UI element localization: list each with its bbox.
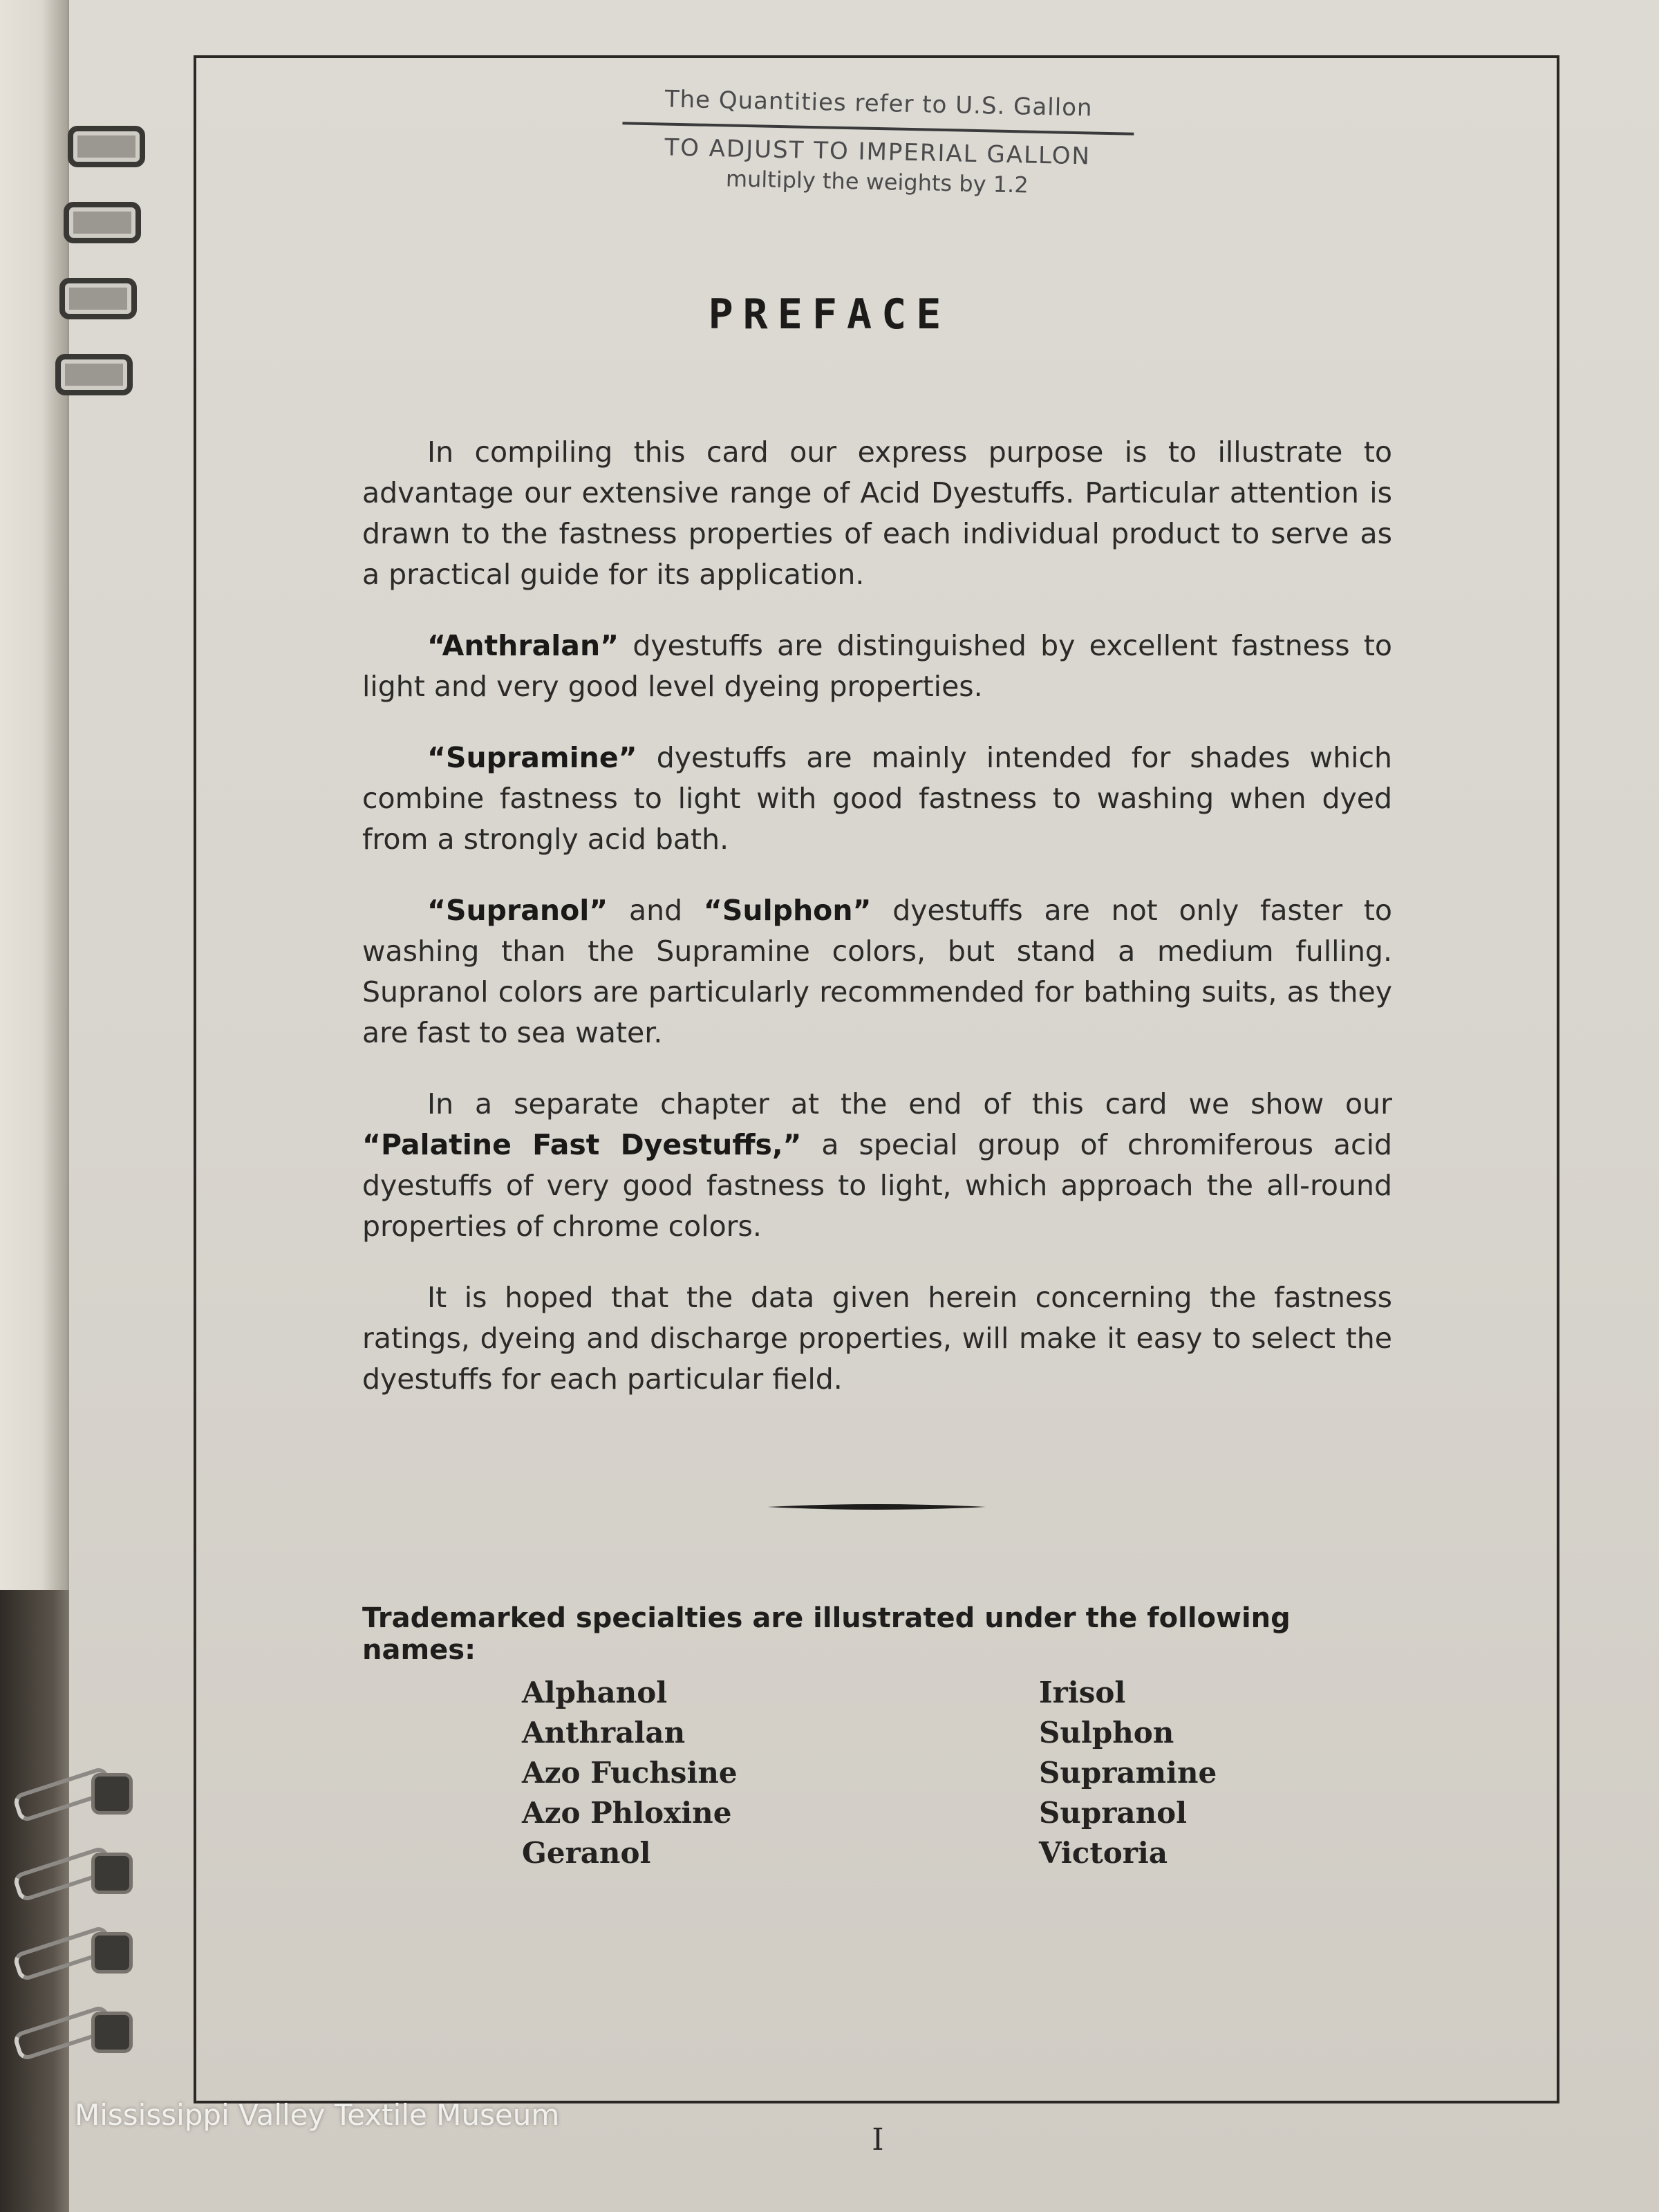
trademarks-list-left	[522, 1673, 738, 1873]
paragraph-text: In compiling this card our express purpose is to illustrate to advantage our extensive range of Acid Dyestuffs. Particular attention is drawn to the fastness properties of each individual product to serve as a practical guide for its application.	[362, 435, 1392, 591]
list-item: Irisol	[1039, 1676, 1126, 1709]
paragraph-text: In a separate chapter at the end of this card we show our	[427, 1087, 1392, 1121]
gallon-stamp	[621, 84, 1134, 200]
paragraph-palatine	[362, 1084, 1392, 1247]
spiral-ring	[68, 126, 145, 167]
preface-body	[362, 432, 1392, 1430]
paragraph-text: dyestuffs are not only faster to washing than the Supramine colors, but stand a medium fulling. Supranol colors are particularly recommended for bathing suits, as they are fast to sea water.	[362, 894, 1392, 1049]
list-item: Sulphon	[1039, 1716, 1174, 1750]
stamp-rule	[622, 122, 1134, 135]
page-number: I	[872, 2122, 884, 2157]
spiral-hole	[91, 1853, 133, 1894]
list-item: Geranol	[522, 1836, 651, 1870]
list-item: Azo Fuchsine	[522, 1756, 738, 1790]
list-item: Anthralan	[522, 1716, 686, 1750]
paragraph-supranol-sulphon	[362, 890, 1392, 1053]
trademarks-heading: Trademarked specialties are illustrated under the following names:	[362, 1602, 1291, 1666]
stamp-line-multiply: multiply the weights by 1.2	[725, 165, 1029, 198]
spiral-hole	[91, 1932, 133, 1974]
paragraph-anthralan	[362, 626, 1392, 707]
trademarks-list-right	[1039, 1673, 1217, 1873]
paragraph-text: and	[608, 894, 704, 927]
spiral-ring	[64, 202, 141, 243]
list-item: Alphanol	[522, 1676, 668, 1709]
paragraph-text: a special group of chromiferous acid dyestuffs of very good fastness to light, which approach the all-round properties of chrome colors.	[362, 1128, 1392, 1243]
brand-palatine: “Palatine Fast Dyestuffs,”	[362, 1128, 802, 1161]
list-item: Victoria	[1039, 1836, 1168, 1870]
list-item: Supramine	[1039, 1756, 1217, 1790]
paragraph-closing	[362, 1277, 1392, 1400]
list-item: Azo Phloxine	[522, 1796, 732, 1830]
brand-sulphon: “Sulphon”	[703, 894, 872, 927]
brand-supramine: “Supramine”	[427, 741, 637, 774]
spiral-hole	[91, 2012, 133, 2053]
list-item: Supranol	[1039, 1796, 1188, 1830]
stamp-line-us-gallon: The Quantities refer to U.S. Gallon	[664, 85, 1093, 122]
binding-shadow	[0, 1590, 76, 2212]
museum-watermark: Mississippi Valley Textile Museum	[75, 2098, 560, 2132]
spiral-hole	[91, 1773, 133, 1815]
paragraph-text: dyestuffs are mainly intended for shades which combine fastness to light with good fastness to washing when dyed from a strongly acid bath.	[362, 741, 1392, 856]
spiral-ring	[55, 354, 133, 395]
paragraph-text: dyestuffs are distinguished by excellent fastness to light and very good level dyeing properties.	[362, 629, 1392, 703]
stamp-line-imperial: TO ADJUST TO IMPERIAL GALLON	[664, 133, 1091, 171]
divider-ornament	[767, 1499, 986, 1515]
paragraph-purpose	[362, 432, 1392, 595]
brand-supranol: “Supranol”	[427, 894, 608, 927]
paragraph-supramine	[362, 738, 1392, 860]
brand-anthralan: “Anthralan”	[427, 629, 619, 662]
paragraph-text: It is hoped that the data given herein concerning the fastness ratings, dyeing and discharge properties, will make it easy to select the dyestuffs for each particular field.	[362, 1281, 1392, 1396]
page-title: PREFACE	[708, 290, 951, 339]
